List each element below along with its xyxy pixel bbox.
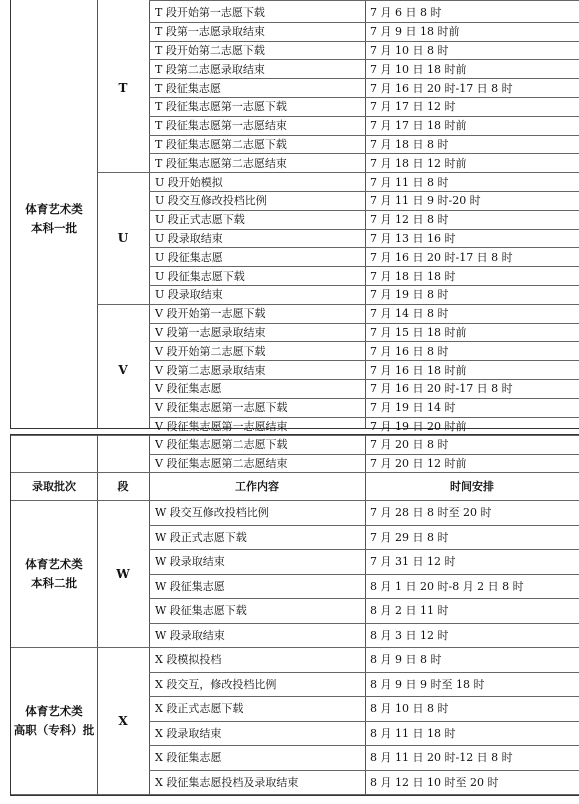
- work-item: U 段录取结束: [155, 231, 223, 245]
- batch-name: [11, 647, 97, 794]
- time-item: 7 月 20 日 12 时前: [370, 456, 467, 470]
- row-divider: [149, 0, 579, 1]
- work-item: X 段模拟投档: [155, 653, 222, 667]
- time-item: 8 月 3 日 12 时: [370, 628, 449, 642]
- time-item: 7 月 16 日 20 时-17 日 8 时: [370, 382, 513, 396]
- time-item: 8 月 9 日 9 时至 18 时: [370, 677, 485, 691]
- time-item: 7 月 18 日 12 时前: [370, 156, 467, 170]
- time-item: 7 月 11 日 8 时: [370, 175, 449, 189]
- time-item: 8 月 2 日 11 时: [370, 604, 449, 618]
- batch-name-line: 本科一批: [31, 221, 77, 236]
- time-item: 7 月 19 日 8 时: [370, 288, 449, 302]
- work-item: V 段征集志愿第二志愿结束: [155, 456, 288, 470]
- work-item: U 段录取结束: [155, 288, 223, 302]
- time-item: 7 月 14 日 8 时: [370, 307, 449, 321]
- time-item: 7 月 28 日 8 时至 20 时: [370, 506, 492, 520]
- segment-label: V: [118, 362, 128, 377]
- header-time: 时间安排: [450, 480, 494, 493]
- batch-name: [11, 500, 97, 647]
- time-item: 7 月 29 日 8 时: [370, 530, 449, 544]
- time-item: 8 月 10 日 8 时: [370, 702, 449, 716]
- time-item: 8 月 9 日 8 时: [370, 653, 442, 667]
- work-item: U 段开始模拟: [155, 175, 223, 189]
- time-item: 7 月 17 日 12 时: [370, 100, 456, 114]
- time-item: 7 月 31 日 12 时: [370, 555, 456, 569]
- time-item: 7 月 19 日 14 时: [370, 401, 456, 415]
- time-item: 7 月 18 日 8 时: [370, 137, 449, 151]
- work-item: U 段征集志愿下载: [155, 269, 245, 283]
- work-item: X 段正式志愿下载: [155, 702, 244, 716]
- work-item: V 段开始第二志愿下载: [155, 344, 266, 358]
- work-item: T 段第二志愿录取结束: [155, 62, 265, 76]
- work-item: U 段交互修改投档比例: [155, 194, 267, 208]
- work-item: V 段征集志愿第二志愿下载: [155, 438, 288, 452]
- work-item: U 段正式志愿下载: [155, 213, 245, 227]
- work-item: T 段开始第一志愿下载: [155, 6, 265, 20]
- work-item: U 段征集志愿: [155, 250, 223, 264]
- batch-name-line: 高职（专科）批: [13, 722, 95, 737]
- batch-name-line: 体育艺术类: [25, 556, 83, 571]
- work-item: T 段征集志愿第二志愿结束: [155, 156, 287, 170]
- work-item: T 段征集志愿第二志愿下载: [155, 137, 287, 151]
- time-item: 7 月 6 日 8 时: [370, 6, 442, 20]
- segment-label: U: [117, 230, 129, 245]
- segment-label: T: [118, 80, 128, 95]
- time-item: 7 月 16 日 20 时-17 日 8 时: [370, 250, 513, 264]
- work-item: W 段录取结束: [155, 555, 225, 569]
- work-item: W 段征集志愿: [155, 579, 225, 593]
- header-batch: 录取批次: [32, 480, 76, 493]
- time-item: 7 月 20 日 8 时: [370, 438, 449, 452]
- work-item: T 段征集志愿第一志愿结束: [155, 119, 287, 133]
- time-item: 7 月 19 日 20 时前: [370, 419, 467, 433]
- schedule-table-part-1: [10, 0, 579, 433]
- time-item: 7 月 10 日 18 时前: [370, 62, 467, 76]
- schedule-table-part-2: [10, 434, 579, 796]
- work-item: X 段录取结束: [155, 726, 222, 740]
- work-item: X 段征集志愿: [155, 751, 222, 765]
- work-item: X 段征集志愿投档及录取结束: [155, 775, 299, 789]
- time-item: 7 月 17 日 18 时前: [370, 119, 467, 133]
- time-item: 7 月 18 日 18 时: [370, 269, 456, 283]
- work-item: W 段录取结束: [155, 628, 225, 642]
- batch-name-line: 本科二批: [31, 575, 77, 590]
- header-segment: 段: [117, 480, 129, 493]
- time-item: 8 月 1 日 20 时-8 月 2 日 8 时: [370, 579, 524, 593]
- work-item: W 段征集志愿下载: [155, 604, 247, 618]
- work-item: W 段正式志愿下载: [155, 530, 247, 544]
- batch-name: [11, 3, 97, 435]
- time-item: 8 月 11 日 20 时-12 日 8 时: [370, 751, 513, 765]
- work-item: X 段交互，修改投档比例: [155, 677, 277, 691]
- header-work: 工作内容: [235, 480, 279, 493]
- work-item: T 段开始第二志愿下载: [155, 43, 265, 57]
- segment-label: X: [118, 713, 128, 728]
- work-item: V 段开始第一志愿下载: [155, 307, 266, 321]
- work-item: W 段交互修改投档比例: [155, 506, 269, 520]
- time-item: 7 月 12 日 8 时: [370, 213, 449, 227]
- time-item: 7 月 15 日 18 时前: [370, 325, 467, 339]
- time-item: 7 月 10 日 8 时: [370, 43, 449, 57]
- batch-name-line: 体育艺术类: [25, 202, 83, 217]
- time-item: 7 月 9 日 18 时前: [370, 25, 460, 39]
- time-item: 7 月 13 日 16 时: [370, 231, 456, 245]
- work-item: V 段征集志愿: [155, 382, 222, 396]
- time-item: 8 月 12 日 10 时至 20 时: [370, 775, 499, 789]
- time-item: 8 月 11 日 18 时: [370, 726, 456, 740]
- row-divider: [11, 794, 579, 795]
- work-item: V 段第二志愿录取结束: [155, 363, 266, 377]
- time-item: 7 月 16 日 20 时-17 日 8 时: [370, 81, 513, 95]
- work-item: T 段征集志愿: [155, 81, 221, 95]
- work-item: V 段第一志愿录取结束: [155, 325, 266, 339]
- time-item: 7 月 16 日 8 时: [370, 344, 449, 358]
- segment-label: W: [116, 566, 130, 581]
- time-item: 7 月 16 日 18 时前: [370, 363, 467, 377]
- work-item: V 段征集志愿第一志愿下载: [155, 401, 288, 415]
- batch-name-line: 体育艺术类: [25, 703, 83, 718]
- work-item: T 段征集志愿第一志愿下载: [155, 100, 287, 114]
- work-item: V 段征集志愿第一志愿结束: [155, 419, 288, 433]
- time-item: 7 月 11 日 9 时-20 时: [370, 194, 481, 208]
- work-item: T 段第一志愿录取结束: [155, 25, 265, 39]
